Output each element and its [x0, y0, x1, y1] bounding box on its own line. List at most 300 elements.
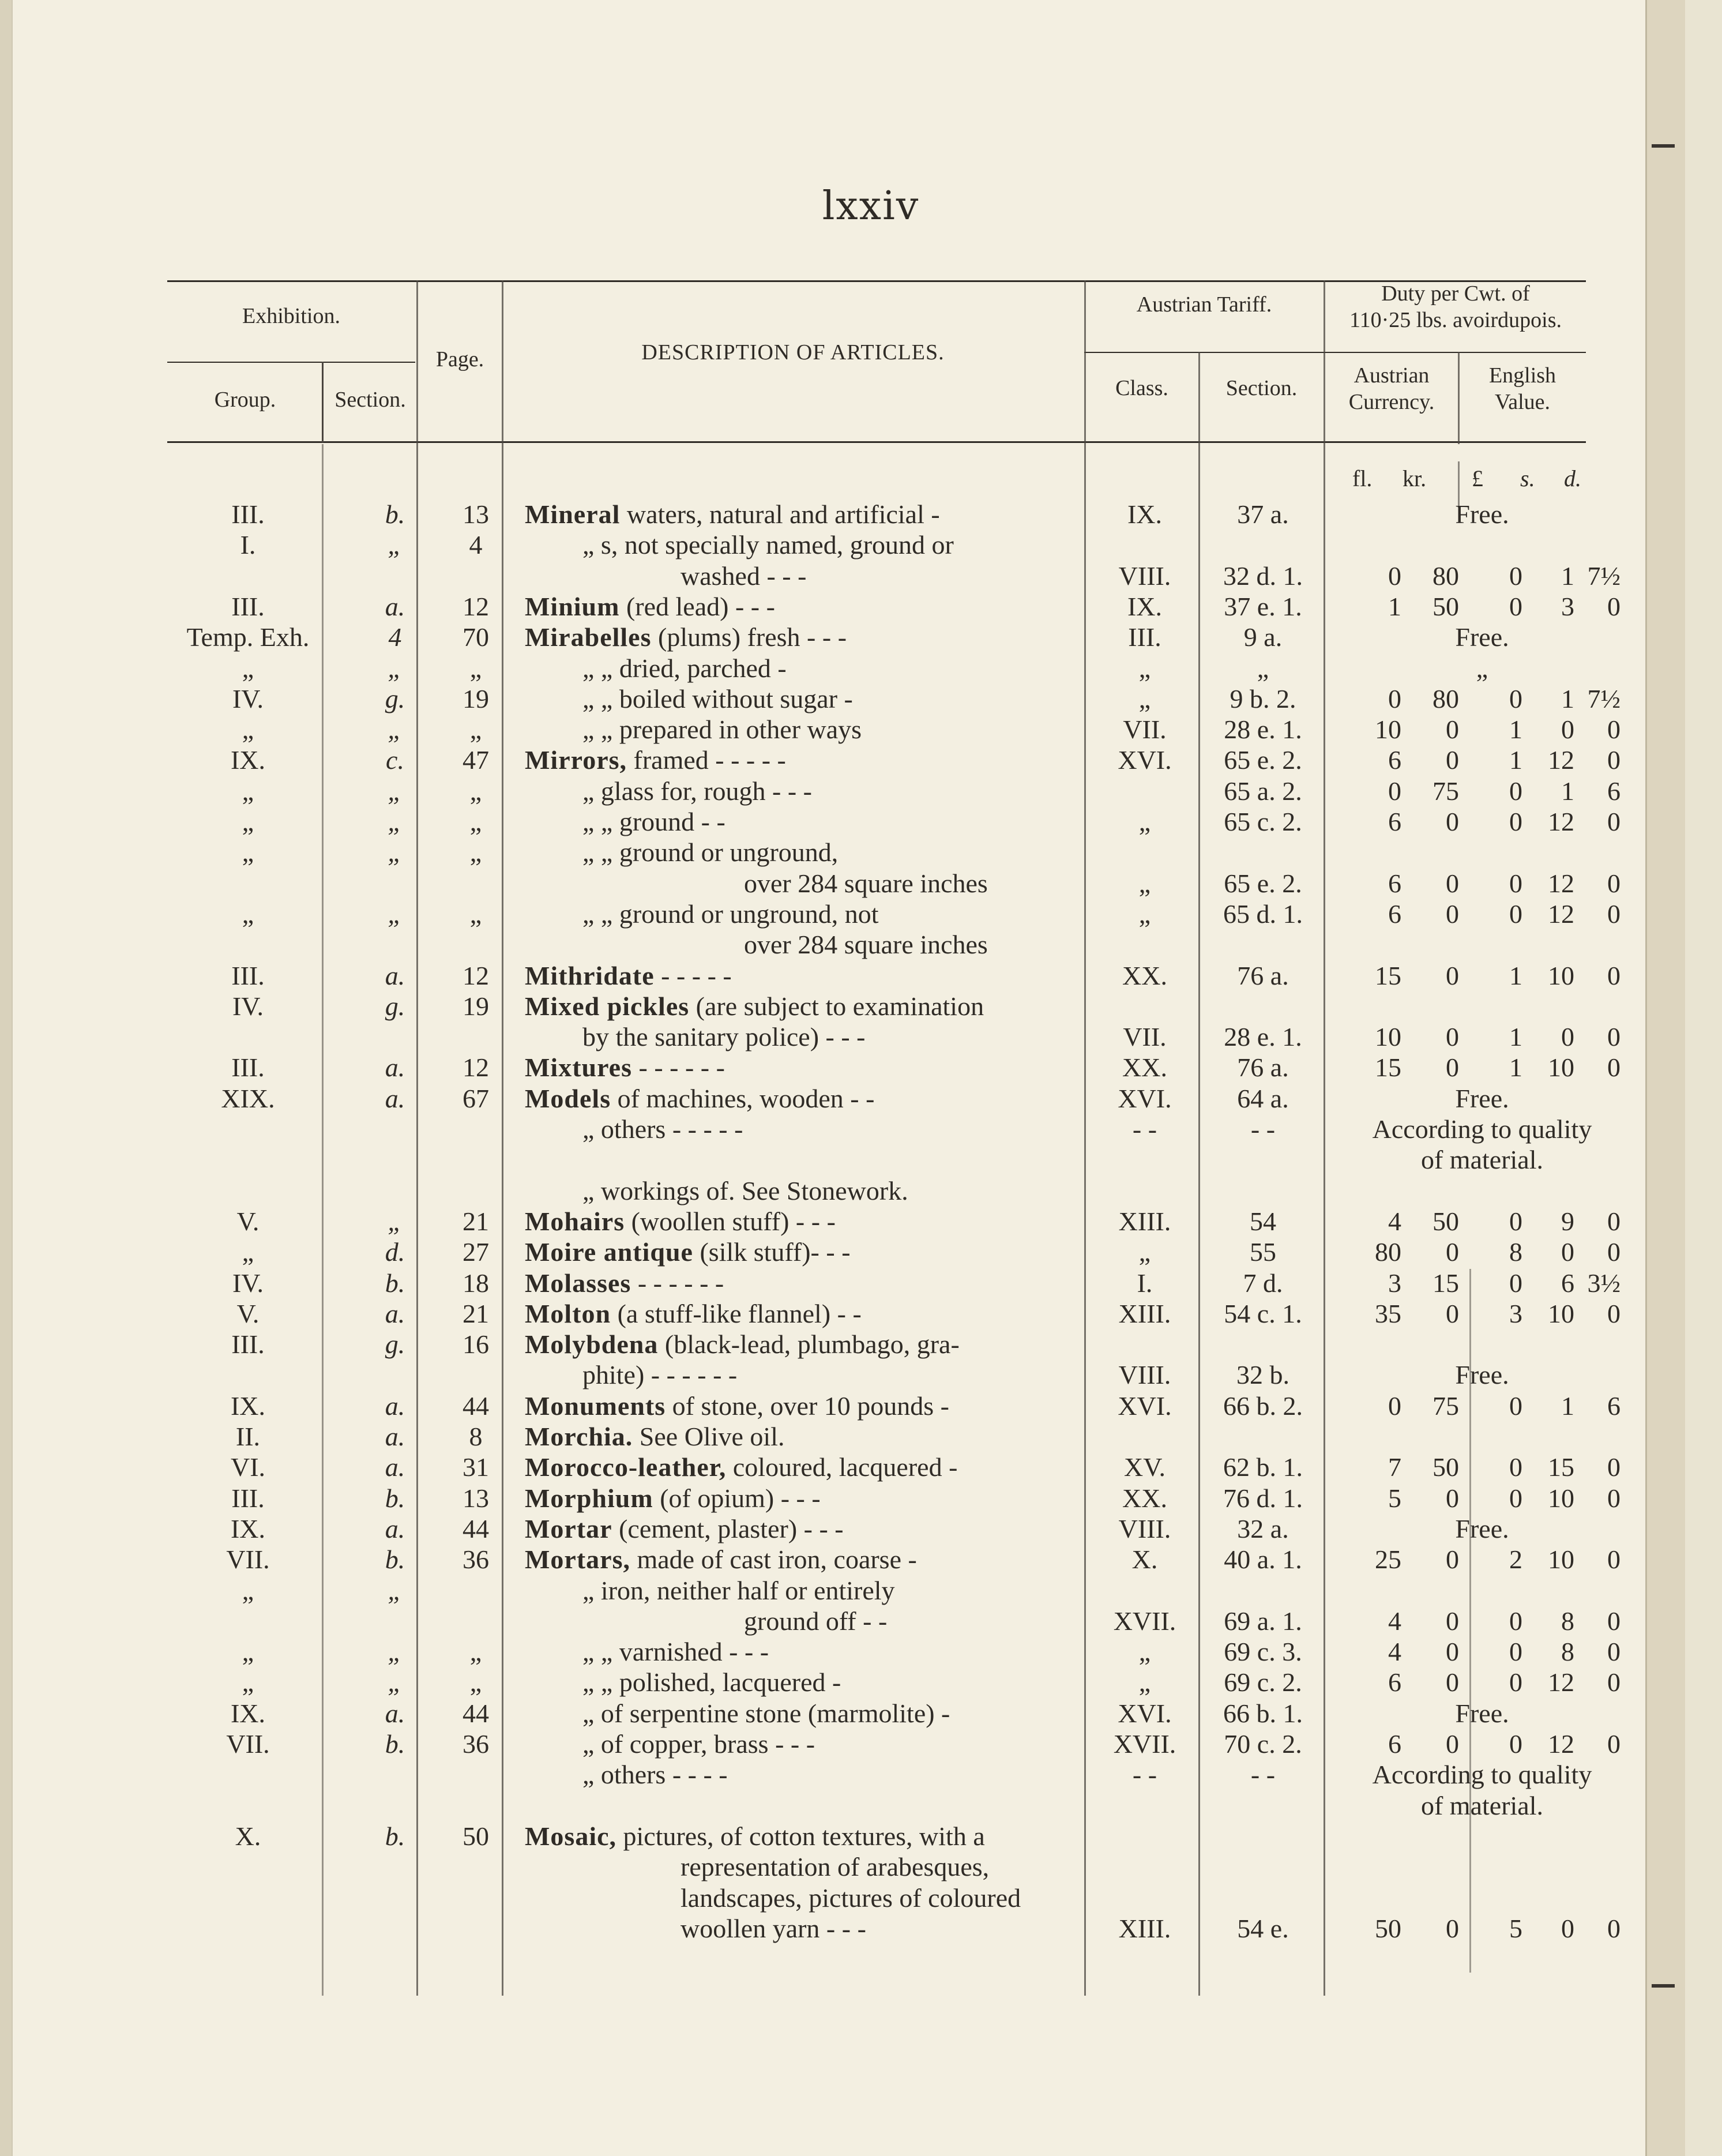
description-cell	[582, 1175, 1148, 1207]
article-description: (a stuff-like flannel) - -	[617, 1299, 862, 1328]
page-cell: 50	[463, 1821, 489, 1851]
duty-note-cell: Free.	[1455, 622, 1509, 652]
description-cell	[680, 1883, 1246, 1914]
group-cell: „	[242, 837, 254, 867]
article-description: „ others - - - -	[582, 1760, 728, 1789]
description-cell	[525, 1391, 1090, 1422]
kreuzer-cell: 0	[1446, 1667, 1459, 1697]
article-description: See Olive oil.	[639, 1422, 785, 1451]
group-cell: III.	[231, 592, 265, 621]
tariff-section-cell: 7 d.	[1243, 1268, 1283, 1298]
table-row	[0, 776, 1722, 807]
table-row	[0, 1268, 1722, 1299]
tariff-section-cell: 65 d. 1.	[1223, 899, 1303, 929]
kreuzer-cell: 0	[1446, 869, 1459, 898]
page-cell: 12	[463, 961, 489, 990]
header-duty-line2: 110·25 lbs. avoirdupois.	[1349, 308, 1562, 332]
group-cell: „	[242, 776, 254, 806]
group-cell: „	[242, 807, 254, 836]
florins-cell: 6	[1388, 1729, 1401, 1759]
description-cell	[582, 1729, 1148, 1760]
class-cell: XVI.	[1118, 1084, 1172, 1113]
shillings-cell: 10	[1548, 1483, 1574, 1513]
group-cell: V.	[236, 1299, 260, 1328]
class-cell: XVII.	[1113, 1606, 1176, 1636]
kreuzer-cell: 0	[1446, 899, 1459, 929]
tariff-section-cell: 32 a.	[1237, 1514, 1289, 1543]
header-english-value-2: Value.	[1494, 390, 1551, 414]
kreuzer-cell: 75	[1433, 776, 1459, 806]
tariff-section-cell: 28 e. 1.	[1224, 715, 1302, 744]
class-cell: „	[1138, 807, 1151, 836]
florins-cell: 25	[1375, 1545, 1401, 1574]
description-cell	[525, 1544, 1090, 1575]
description-cell	[525, 960, 1090, 991]
pounds-cell: 0	[1509, 561, 1522, 591]
pounds-cell: 5	[1509, 1914, 1522, 1943]
article-keyword: Molybdena	[525, 1329, 659, 1359]
class-cell: X.	[1131, 1545, 1158, 1574]
tariff-section-cell: - -	[1250, 1760, 1276, 1789]
page-cell: „	[469, 1637, 482, 1666]
tariff-section-cell: 66 b. 2.	[1223, 1391, 1303, 1421]
table-row	[0, 1606, 1722, 1637]
section-cell: „	[388, 776, 403, 806]
pence-cell: 7½	[1587, 684, 1621, 713]
table-row	[0, 929, 1722, 960]
section-cell: c.	[386, 745, 404, 775]
shillings-cell: 12	[1548, 807, 1574, 836]
section-cell: „	[388, 530, 403, 559]
class-cell: I.	[1137, 1268, 1153, 1298]
article-keyword: Mohairs	[525, 1207, 625, 1236]
group-cell: III.	[231, 499, 265, 529]
pence-cell: 0	[1607, 899, 1621, 929]
description-cell	[582, 899, 1148, 930]
header-group: Group.	[214, 388, 276, 412]
tariff-section-cell: 69 c. 2.	[1224, 1667, 1302, 1697]
section-cell: „	[388, 1576, 403, 1605]
tariff-section-cell: 76 d. 1.	[1223, 1483, 1303, 1513]
kreuzer-cell: 0	[1446, 1022, 1459, 1051]
kreuzer-cell: 0	[1446, 1606, 1459, 1636]
shillings-cell: 6	[1561, 1268, 1574, 1298]
table-row	[0, 1483, 1722, 1514]
header-section: Section.	[334, 388, 406, 412]
group-cell: IV.	[232, 991, 264, 1021]
description-cell	[525, 1421, 1090, 1452]
description-cell	[680, 561, 1246, 592]
description-cell	[525, 1452, 1090, 1483]
duty-note-cell: Free.	[1455, 1360, 1509, 1389]
article-description: „ „ prepared in other ways	[582, 715, 862, 744]
description-cell	[525, 1821, 1090, 1852]
group-cell: IX.	[230, 1699, 266, 1728]
article-description: representation of arabesques,	[680, 1852, 990, 1881]
pounds-cell: 0	[1509, 776, 1522, 806]
duty-note-cell: „	[1476, 653, 1488, 683]
tariff-section-cell: 54	[1250, 1207, 1276, 1236]
article-keyword: Models	[525, 1084, 611, 1113]
tariff-section-cell: „	[1257, 653, 1269, 683]
kreuzer-cell: 0	[1446, 1914, 1459, 1943]
table-row	[0, 1575, 1722, 1606]
group-cell: X.	[235, 1821, 261, 1851]
tariff-section-cell: 54 c. 1.	[1224, 1299, 1302, 1328]
group-cell: VI.	[230, 1452, 266, 1482]
florins-cell: 3	[1388, 1268, 1401, 1298]
florins-cell: 1	[1388, 592, 1401, 621]
table-row	[0, 868, 1722, 899]
page-cell: 19	[463, 991, 489, 1021]
tariff-section-cell: 62 b. 1.	[1223, 1452, 1303, 1482]
description-cell	[525, 745, 1090, 776]
header-page: Page.	[435, 347, 484, 371]
section-cell: a.	[385, 1514, 405, 1543]
table-row	[0, 1359, 1722, 1391]
florins-cell: 6	[1388, 745, 1401, 775]
class-cell: XVI.	[1118, 1699, 1172, 1728]
page-cell: „	[469, 899, 482, 929]
group-cell: III.	[231, 1053, 265, 1082]
description-cell	[525, 591, 1090, 622]
pence-cell: 0	[1607, 1914, 1621, 1943]
table-row	[0, 1698, 1722, 1729]
description-cell	[582, 529, 1148, 561]
tariff-section-cell: 65 e. 2.	[1224, 869, 1302, 898]
article-description: landscapes, pictures of coloured	[680, 1883, 1021, 1913]
header-austrian-currency-1: Austrian	[1353, 363, 1430, 388]
description-cell	[525, 622, 1090, 653]
pounds-cell: 0	[1509, 1207, 1522, 1236]
class-cell: „	[1138, 869, 1151, 898]
class-cell: VIII.	[1118, 561, 1171, 591]
section-cell: a.	[385, 961, 405, 990]
table-row	[0, 1790, 1722, 1821]
page-cell: 18	[463, 1268, 489, 1298]
pounds-cell: 8	[1509, 1237, 1522, 1267]
unit-pence: d.	[1564, 465, 1581, 491]
article-description: phite) - - - - - -	[582, 1360, 738, 1389]
pounds-cell: 0	[1509, 1606, 1522, 1636]
article-keyword: Molton	[525, 1299, 611, 1328]
pounds-cell: 0	[1509, 1729, 1522, 1759]
description-cell	[525, 1052, 1090, 1083]
florins-cell: 6	[1388, 807, 1401, 836]
class-cell: - -	[1132, 1760, 1157, 1789]
shillings-cell: 3	[1561, 592, 1574, 621]
class-cell: „	[1138, 1237, 1151, 1267]
duty-note-cell: of material.	[1420, 1145, 1543, 1174]
page-cell: „	[469, 1667, 482, 1697]
section-cell: a.	[385, 1422, 405, 1451]
pence-cell: 3½	[1587, 1268, 1621, 1298]
article-description: over 284 square inches	[744, 930, 988, 959]
pence-cell: 0	[1607, 1053, 1621, 1082]
section-cell: „	[388, 1207, 403, 1236]
page-cell: 36	[463, 1729, 489, 1759]
description-cell	[582, 776, 1148, 807]
page-cell: 19	[463, 684, 489, 713]
pence-cell: 0	[1607, 869, 1621, 898]
article-description: „ glass for, rough - - -	[582, 776, 812, 806]
article-description: „ „ ground or unground,	[582, 837, 839, 867]
unit-shillings: s.	[1520, 465, 1535, 491]
tariff-section-cell: 37 e. 1.	[1224, 592, 1302, 621]
article-description: „ s, not specially named, ground or	[582, 530, 954, 559]
article-keyword: Molasses	[525, 1268, 631, 1298]
table-row	[0, 899, 1722, 930]
description-cell	[525, 1329, 1090, 1360]
group-cell: III.	[231, 1483, 265, 1513]
section-cell: a.	[385, 1084, 405, 1113]
class-cell: „	[1138, 1667, 1151, 1697]
table-row	[0, 1391, 1722, 1422]
kreuzer-cell: 0	[1446, 1545, 1459, 1574]
page-cell: 21	[463, 1207, 489, 1236]
kreuzer-cell: 80	[1433, 684, 1459, 713]
page-edge-mark	[1652, 144, 1675, 148]
page-cell: 44	[463, 1699, 489, 1728]
group-cell: IV.	[232, 684, 264, 713]
class-cell: IX.	[1127, 499, 1163, 529]
article-keyword: Mortar	[525, 1514, 612, 1543]
article-keyword: Minium	[525, 592, 620, 621]
table-row	[0, 1206, 1722, 1237]
shillings-cell: 10	[1548, 961, 1574, 990]
tariff-section-cell: 40 a. 1.	[1224, 1545, 1302, 1574]
article-description: „ workings of. See Stonework.	[582, 1176, 908, 1205]
group-cell: „	[242, 899, 254, 929]
table-row	[0, 1883, 1722, 1914]
description-cell	[525, 1237, 1090, 1268]
description-cell	[582, 1636, 1148, 1667]
section-cell: a.	[385, 1299, 405, 1328]
section-cell: „	[388, 653, 403, 683]
article-keyword: Mineral	[525, 499, 621, 529]
pence-cell: 0	[1607, 1545, 1621, 1574]
tariff-section-cell: 28 e. 1.	[1224, 1022, 1302, 1051]
page-cell: „	[469, 715, 482, 744]
section-cell: „	[388, 715, 403, 744]
pounds-cell: 1	[1509, 745, 1522, 775]
class-cell: VII.	[1123, 715, 1167, 744]
article-keyword: Mirabelles	[525, 622, 652, 652]
pounds-cell: 1	[1509, 961, 1522, 990]
page-cell: 67	[463, 1084, 489, 1113]
article-description: - - - - - -	[637, 1268, 724, 1298]
class-cell: XVI.	[1118, 1391, 1172, 1421]
description-cell	[582, 837, 1148, 868]
shillings-cell: 1	[1561, 561, 1574, 591]
tariff-section-cell: 32 d. 1.	[1223, 561, 1303, 591]
article-description: „ „ dried, parched -	[582, 653, 787, 683]
pence-cell: 0	[1607, 715, 1621, 744]
tariff-section-cell: 64 a.	[1237, 1084, 1289, 1113]
page-cell: 21	[463, 1299, 489, 1328]
section-cell: 4	[388, 622, 402, 652]
shillings-cell: 0	[1561, 1914, 1574, 1943]
section-cell: d.	[385, 1237, 405, 1267]
article-description: „ „ ground - -	[582, 807, 725, 836]
section-cell: a.	[385, 1391, 405, 1421]
pence-cell: 0	[1607, 807, 1621, 836]
table-row	[0, 1667, 1722, 1698]
shillings-cell: 12	[1548, 1667, 1574, 1697]
article-description: waters, natural and artificial -	[626, 499, 940, 529]
page-edge-mark	[1652, 1984, 1675, 1988]
section-cell: b.	[385, 1483, 405, 1513]
table-row	[0, 622, 1722, 653]
description-cell	[525, 1206, 1090, 1237]
pence-cell: 0	[1607, 1299, 1621, 1328]
group-cell: „	[242, 1576, 254, 1605]
description-cell	[525, 1083, 1090, 1114]
article-description: (cement, plaster) - - -	[619, 1514, 844, 1543]
table-row	[0, 1021, 1722, 1053]
shillings-cell: 0	[1561, 1022, 1574, 1051]
table-row	[0, 806, 1722, 837]
section-cell: g.	[385, 1329, 405, 1359]
page-cell: 47	[463, 745, 489, 775]
table-row	[0, 837, 1722, 868]
shillings-cell: 12	[1548, 899, 1574, 929]
shillings-cell: 10	[1548, 1299, 1574, 1328]
article-keyword: Mixed pickles	[525, 991, 690, 1021]
shillings-cell: 15	[1548, 1452, 1574, 1482]
article-description: by the sanitary police) - - -	[582, 1022, 866, 1051]
table-row	[0, 1083, 1722, 1114]
class-cell: XIII.	[1118, 1914, 1171, 1943]
tariff-section-cell: 9 a.	[1243, 622, 1283, 652]
shillings-cell: 0	[1561, 1237, 1574, 1267]
pence-cell: 0	[1607, 1729, 1621, 1759]
page-cell: 70	[463, 622, 489, 652]
florins-cell: 15	[1375, 1053, 1401, 1082]
kreuzer-cell: 80	[1433, 561, 1459, 591]
article-keyword: Mithridate	[525, 961, 655, 990]
group-cell: I.	[240, 530, 256, 559]
description-cell	[525, 1483, 1090, 1514]
pence-cell: 6	[1607, 1391, 1621, 1421]
shillings-cell: 12	[1548, 869, 1574, 898]
florins-cell: 0	[1388, 1391, 1401, 1421]
shillings-cell: 10	[1548, 1545, 1574, 1574]
pence-cell: 0	[1607, 1667, 1621, 1697]
table-row	[0, 1175, 1722, 1207]
florins-cell: 6	[1388, 1667, 1401, 1697]
florins-cell: 35	[1375, 1299, 1401, 1328]
page-cell: „	[469, 776, 482, 806]
pounds-cell: 2	[1509, 1545, 1522, 1574]
page-cell: 44	[463, 1391, 489, 1421]
group-cell: „	[242, 1237, 254, 1267]
kreuzer-cell: 0	[1446, 1729, 1459, 1759]
pence-cell: 0	[1607, 1207, 1621, 1236]
pence-cell: 0	[1607, 1022, 1621, 1051]
page-cell: 8	[469, 1422, 483, 1451]
group-cell: VII.	[226, 1729, 270, 1759]
description-cell	[582, 1114, 1148, 1145]
page-cell: „	[469, 837, 482, 867]
description-cell	[582, 683, 1148, 715]
table-row	[0, 1851, 1722, 1883]
group-cell: IX.	[230, 745, 266, 775]
table-row	[0, 683, 1722, 715]
description-cell	[582, 1021, 1148, 1053]
kreuzer-cell: 0	[1446, 745, 1459, 775]
article-description: ground off - -	[744, 1606, 888, 1636]
class-cell: VII.	[1123, 1022, 1167, 1051]
duty-note-cell: Free.	[1455, 499, 1509, 529]
section-cell: b.	[385, 1821, 405, 1851]
florins-cell: 50	[1375, 1914, 1401, 1943]
article-description: made of cast iron, coarse -	[637, 1545, 917, 1574]
article-description: (silk stuff)- - -	[700, 1237, 851, 1267]
kreuzer-cell: 0	[1446, 1237, 1459, 1267]
description-cell	[582, 1667, 1148, 1698]
pounds-cell: 0	[1509, 1637, 1522, 1666]
article-description: „ „ boiled without sugar -	[582, 684, 853, 713]
tariff-section-cell: 37 a.	[1237, 499, 1289, 529]
kreuzer-cell: 15	[1433, 1268, 1459, 1298]
group-cell: IX.	[230, 1514, 266, 1543]
class-cell: XX.	[1122, 1483, 1167, 1513]
section-cell: „	[388, 1637, 403, 1666]
description-cell	[582, 1759, 1148, 1790]
table-row	[0, 960, 1722, 991]
group-cell: V.	[236, 1207, 260, 1236]
article-description: - - - - -	[661, 961, 732, 990]
tariff-section-cell: 76 a.	[1237, 961, 1289, 990]
shillings-cell: 12	[1548, 745, 1574, 775]
duty-note-cell: Free.	[1455, 1514, 1509, 1543]
shillings-cell: 10	[1548, 1053, 1574, 1082]
article-description: over 284 square inches	[744, 869, 988, 898]
pence-cell: 7½	[1587, 561, 1621, 591]
header-class: Class.	[1115, 376, 1168, 400]
florins-cell: 15	[1375, 961, 1401, 990]
tariff-section-cell: - -	[1250, 1114, 1276, 1144]
table-row	[0, 499, 1722, 530]
pence-cell: 0	[1607, 592, 1621, 621]
section-cell: g.	[385, 684, 405, 713]
class-cell: IX.	[1127, 592, 1163, 621]
unit-pound: £	[1472, 465, 1483, 491]
article-description: „ of copper, brass - - -	[582, 1729, 815, 1759]
shillings-cell: 12	[1548, 1729, 1574, 1759]
header-english-value-1: English	[1488, 363, 1556, 388]
table-row	[0, 529, 1722, 561]
description-cell	[680, 1913, 1246, 1944]
pence-cell: 6	[1607, 776, 1621, 806]
description-cell	[744, 1606, 1309, 1637]
pence-cell: 0	[1607, 1637, 1621, 1666]
class-cell: XX.	[1122, 1053, 1167, 1082]
pounds-cell: 0	[1509, 592, 1522, 621]
table-row	[0, 1144, 1722, 1175]
florins-cell: 6	[1388, 899, 1401, 929]
table-row	[0, 714, 1722, 745]
pounds-cell: 0	[1509, 1452, 1522, 1482]
section-cell: b.	[385, 1729, 405, 1759]
section-cell: g.	[385, 991, 405, 1021]
table-row	[0, 1821, 1722, 1852]
table-row	[0, 1329, 1722, 1360]
pounds-cell: 0	[1509, 1391, 1522, 1421]
florins-cell: 7	[1388, 1452, 1401, 1482]
article-description: „ „ ground or unground, not	[582, 899, 879, 929]
